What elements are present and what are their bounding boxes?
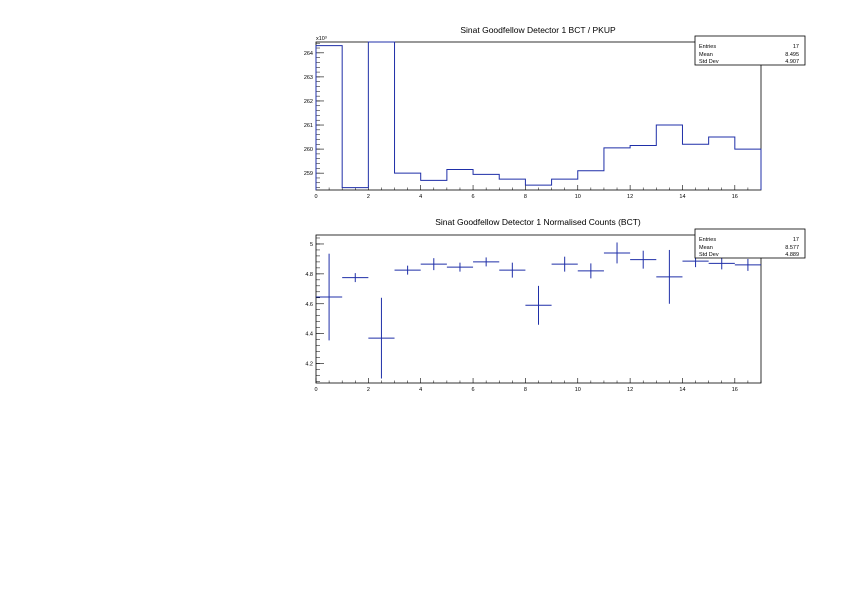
y-tick-label: 264 — [303, 50, 313, 57]
y-tick-label: 5 — [309, 241, 313, 248]
errorbar-points — [316, 242, 761, 378]
x-tick-label: 6 — [471, 387, 475, 393]
stats-std-label: Std Dev — [699, 59, 719, 65]
data-point — [709, 257, 735, 269]
histogram-bin — [578, 171, 604, 190]
x-tick-label: 12 — [627, 387, 634, 393]
stats-entries-label: Entries — [699, 237, 717, 243]
y-tick-label: 4.6 — [305, 301, 313, 308]
histogram-panel — [304, 25, 805, 200]
y-tick-label: 4.2 — [305, 361, 313, 368]
y-tick-label: 262 — [303, 98, 313, 105]
x-tick-label: 6 — [471, 194, 475, 200]
data-point — [578, 263, 604, 278]
x-tick-label: 8 — [523, 387, 527, 393]
histogram-bin — [525, 185, 551, 190]
stats-mean-value: 8.577 — [785, 245, 799, 251]
histogram-bin — [682, 144, 708, 190]
x-tick-label: 10 — [574, 194, 581, 200]
histogram-bin — [368, 42, 394, 190]
chart-title: Sinat Goodfellow Detector 1 BCT / PKUP — [460, 25, 616, 35]
stats-box — [695, 229, 805, 258]
histogram-bin — [499, 179, 525, 190]
data-point — [656, 250, 682, 304]
stats-entries-value: 17 — [792, 44, 799, 50]
histogram-bins — [316, 42, 761, 190]
histogram-bin — [735, 149, 761, 190]
x-tick-label: 10 — [574, 387, 581, 393]
stats-std-label: Std Dev — [699, 252, 719, 258]
x-tick-label: 0 — [314, 194, 318, 200]
x-tick-label: 4 — [419, 387, 423, 393]
data-point — [499, 263, 525, 278]
x-tick-label: 4 — [419, 194, 423, 200]
x-tick-label: 16 — [731, 194, 738, 200]
x-tick-label: 14 — [679, 194, 686, 200]
histogram-bin — [342, 188, 368, 190]
x-tick-label: 14 — [679, 387, 686, 393]
data-point — [421, 258, 447, 270]
y-tick-label: 259 — [303, 171, 313, 178]
histogram-bin — [421, 180, 447, 190]
errorbar-panel — [305, 217, 805, 393]
data-point — [316, 254, 342, 341]
histogram-bin — [604, 148, 630, 190]
histogram-bin — [316, 46, 342, 190]
x-tick-label: 16 — [731, 387, 738, 393]
x-tick-label: 12 — [627, 194, 634, 200]
stats-entries-value: 17 — [792, 237, 799, 243]
y-tick-label: 260 — [303, 147, 313, 154]
chart-title: Sinat Goodfellow Detector 1 Normalised Counts (BCT) — [435, 217, 641, 227]
data-point — [342, 273, 368, 282]
stats-mean-label: Mean — [699, 245, 713, 251]
data-point — [395, 266, 421, 275]
data-point — [604, 242, 630, 263]
data-point — [525, 286, 551, 325]
data-point — [630, 251, 656, 269]
x-tick-label: 2 — [366, 194, 370, 200]
x-tick-label: 2 — [366, 387, 370, 393]
x-axis — [314, 378, 761, 393]
data-point — [368, 298, 394, 379]
histogram-bin — [395, 173, 421, 190]
histogram-bin — [630, 145, 656, 190]
data-point — [735, 259, 761, 271]
data-point — [447, 263, 473, 272]
histogram-bin — [552, 179, 578, 190]
histogram-bin — [656, 125, 682, 190]
stats-box — [695, 36, 805, 65]
data-point — [552, 257, 578, 272]
stats-std-value: 4.907 — [785, 59, 799, 65]
histogram-bin — [447, 170, 473, 190]
y-tick-label: 261 — [303, 123, 313, 130]
stats-entries-label: Entries — [699, 44, 717, 50]
y-axis — [305, 238, 324, 382]
y-tick-label: 4.8 — [305, 271, 313, 278]
y-tick-label: 263 — [303, 74, 313, 81]
x-tick-label: 8 — [523, 194, 527, 200]
stats-mean-value: 8.495 — [785, 52, 799, 58]
x-tick-label: 0 — [314, 387, 318, 393]
stats-std-value: 4.889 — [785, 252, 799, 258]
data-point — [473, 257, 499, 266]
y-tick-label: 4.4 — [305, 331, 313, 338]
y-multiplier: x10³ — [316, 36, 327, 42]
histogram-bin — [709, 137, 735, 190]
stats-mean-label: Mean — [699, 52, 713, 58]
histogram-bin — [473, 174, 499, 190]
